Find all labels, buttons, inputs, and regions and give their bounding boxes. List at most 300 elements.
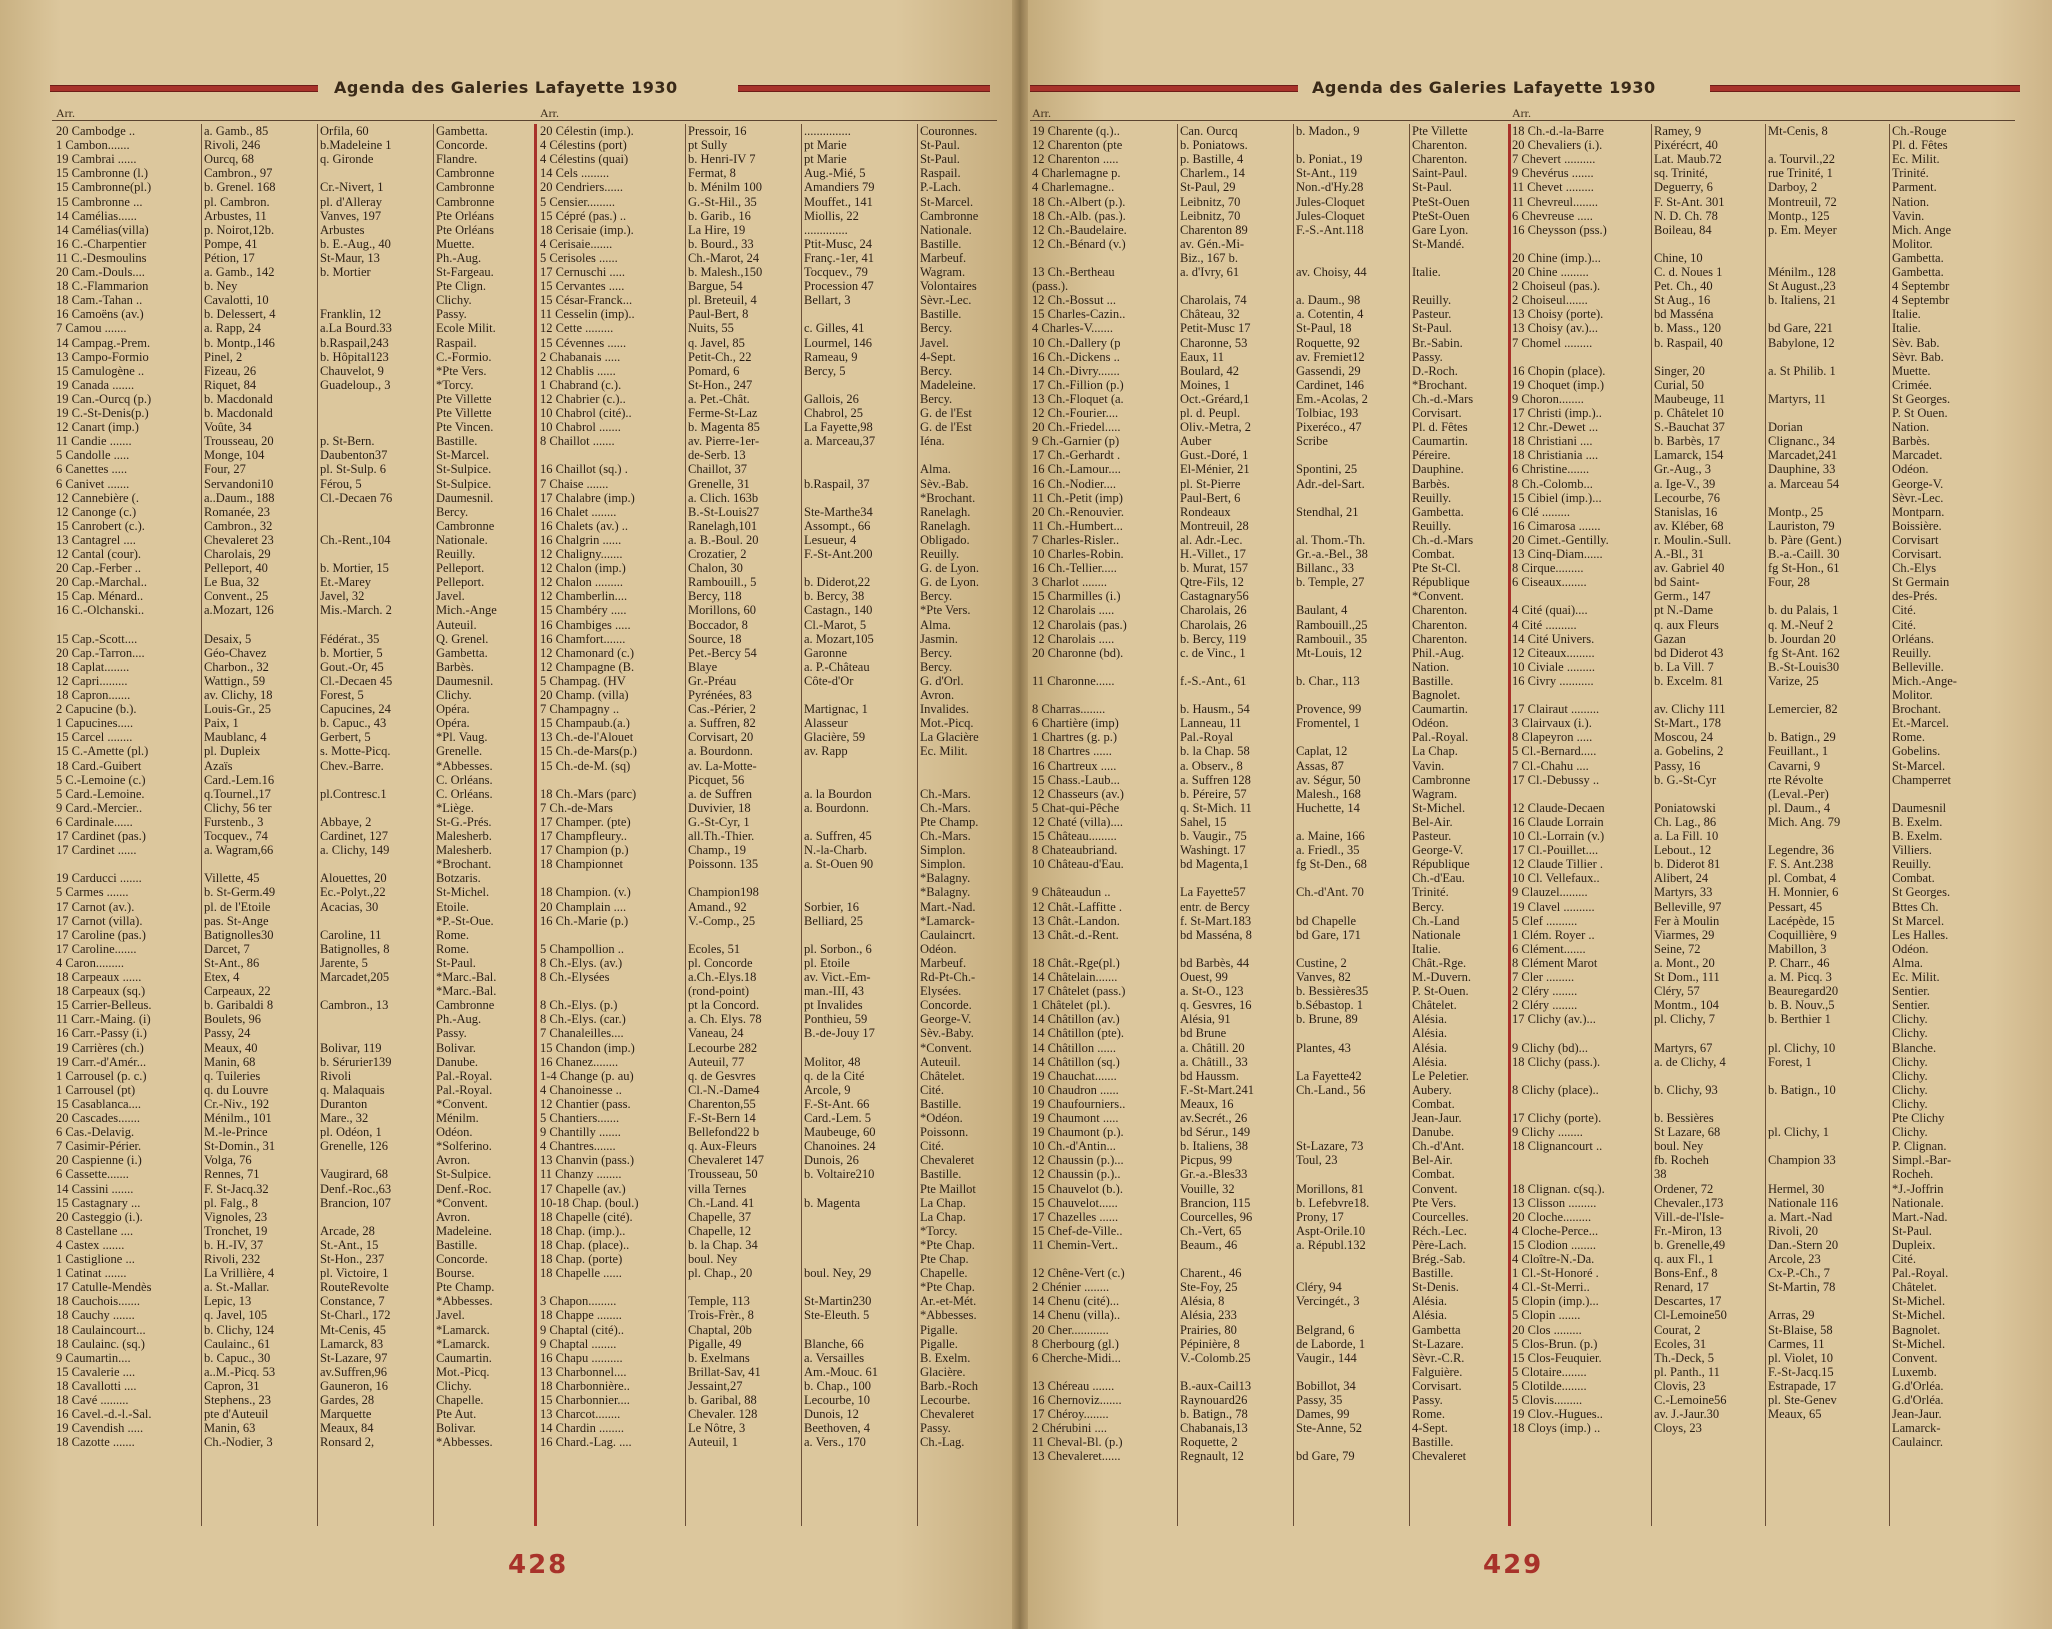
metro-station-cell: St-Sulpice. <box>436 1167 492 1182</box>
street-start-cell: b. Henri-IV 7 <box>688 152 756 167</box>
street-start-cell: Arbustes, 11 <box>204 208 267 223</box>
metro-station-cell: Clichy. <box>1892 1096 1928 1111</box>
street-start-cell: b. Vaugir., 75 <box>1180 829 1247 843</box>
street-end-cell: av. Vict.-Em- <box>804 970 871 984</box>
street-end-cell <box>804 491 916 505</box>
street-start-cell: Charenton 89 <box>1180 222 1248 237</box>
street-name-cell: 18 Clignancourt .. <box>1512 1139 1603 1154</box>
column-divider <box>685 124 686 1526</box>
street-end-cell: Lemercier, 82 <box>1768 702 1838 717</box>
street-start-cell: Grenelle, 31 <box>688 476 750 491</box>
street-end-cell: Martignac, 1 <box>804 702 868 717</box>
metro-station-cell: Alésia. <box>1412 1308 1448 1323</box>
street-name-cell: 18 Cloys (imp.) .. <box>1512 1421 1601 1436</box>
metro-station-cell: Péreire. <box>1412 448 1451 463</box>
street-end-cell: Gerbert, 5 <box>320 730 371 745</box>
header-rule-left <box>50 85 318 92</box>
street-end-cell <box>320 166 432 180</box>
street-name-cell: 12 Ch.-Fourier.... <box>1032 406 1119 420</box>
street-start-cell: bd Barbès, 44 <box>1180 955 1250 970</box>
street-start-cell: r. Moulin.-Sull. <box>1654 532 1732 547</box>
metro-station-cell: Nationale. <box>1892 1195 1944 1210</box>
street-start-cell: q. Tuileries <box>204 1068 261 1083</box>
metro-station-cell: P.-Lach. <box>920 180 961 195</box>
street-end-cell: Dunois, 26 <box>804 1153 859 1168</box>
street-name-cell: 8 Ch.-Elys. (av.) <box>540 955 623 970</box>
street-name-cell: 14 Châtelain....... <box>1032 970 1118 984</box>
street-name-cell: 9 Ch.-Garnier (p) <box>1032 434 1120 449</box>
street-end-cell <box>1768 350 1888 364</box>
street-end-cell <box>1296 279 1408 293</box>
metro-station-cell: St-Paul. <box>1412 321 1452 336</box>
street-end-cell <box>320 801 432 815</box>
street-name-cell: 18 Capron....... <box>56 688 131 702</box>
street-name-cell: 15 Cambronne ... <box>56 194 143 209</box>
street-start-cell: q.Tournel.,17 <box>204 786 271 801</box>
metro-station-cell: G.d'Orléa. <box>1892 1393 1944 1407</box>
street-start-cell: Charolais, 26 <box>1180 603 1247 618</box>
metro-station-cell: Gambetta. <box>1892 250 1944 265</box>
street-start-cell: F.-St-Bern 14 <box>688 1111 756 1125</box>
street-name-cell: 16 Ch.-Dickens .. <box>1032 349 1120 364</box>
street-start-cell: pte d'Auteuil <box>204 1407 269 1422</box>
street-start-cell: fb. Rocheh <box>1654 1153 1709 1168</box>
metro-station-cell: Villiers. <box>1892 843 1932 858</box>
street-end-cell: p. St-Bern. <box>320 434 375 449</box>
street-start-cell: Rivoli, 232 <box>204 1252 261 1266</box>
metro-station-cell: Elysées. <box>920 984 962 999</box>
metro-station-cell: Cambronne <box>1412 772 1471 787</box>
street-name-cell: 10 Chaudron ...... <box>1032 1082 1119 1097</box>
street-end-cell: b. Madon., 9 <box>1296 124 1360 138</box>
street-name-cell: 6 Christine....... <box>1512 462 1590 477</box>
street-name-cell: 15 Carcel ........ <box>56 730 133 745</box>
street-end-cell: Lourmel, 146 <box>804 335 873 350</box>
metro-station-cell: Nation. <box>1892 194 1930 209</box>
street-end-cell: a. Daum., 98 <box>1296 293 1361 308</box>
street-start-cell: a. Wagram,66 <box>204 843 274 858</box>
street-start-cell: Gr.-Préau <box>688 673 737 688</box>
street-start-cell: a. Châtill., 33 <box>1180 1054 1248 1069</box>
metro-station-cell: Reuilly. <box>1892 857 1932 872</box>
street-end-cell: b. Pàre (Gent.) <box>1768 532 1842 547</box>
street-name-cell: 5 Candolle ..... <box>56 448 130 463</box>
street-start-cell: Chaillot, 37 <box>688 462 748 477</box>
street-start-cell: pl. Clichy, 7 <box>1654 1012 1715 1027</box>
metro-station-cell: Orléans. <box>1892 631 1934 646</box>
street-start-cell: Courcelles, 96 <box>1180 1209 1253 1224</box>
street-name-cell: 12 Charolais ..... <box>1032 631 1115 646</box>
metro-station-cell: *Odéon. <box>920 1111 963 1125</box>
street-end-cell: Procession 47 <box>804 279 874 294</box>
street-end-cell: .............. <box>804 222 848 237</box>
metro-station-cell: Bercy. <box>920 363 953 378</box>
street-name-cell: 11 Chanzy ........ <box>540 1167 622 1182</box>
street-name-cell: 12 Charolais (pas.) <box>1032 617 1127 632</box>
street-end-cell: a. Mozart,105 <box>804 631 874 646</box>
street-end-cell: Ste-Anne, 52 <box>1296 1421 1362 1436</box>
metro-station-cell: Concorde. <box>436 138 488 153</box>
street-end-cell <box>1768 1069 1888 1083</box>
street-name-cell: 16 Chartreux ..... <box>1032 758 1117 773</box>
street-start-cell: de-Serb. 13 <box>688 448 746 463</box>
metro-station-cell: Invalides. <box>920 702 969 717</box>
street-name-cell: 20 Cap.-Ferber .. <box>56 561 142 576</box>
metro-station-cell: Wagram. <box>1412 786 1458 801</box>
street-name-cell: 18 Ch.-d.-la-Barre <box>1512 124 1604 138</box>
metro-station-cell: Odéon. <box>1892 462 1929 477</box>
street-name-cell: 20 Casteggio (i.). <box>56 1209 143 1224</box>
street-end-cell: av. Ségur, 50 <box>1296 772 1361 787</box>
street-name-cell: 12 Cannebière (. <box>56 490 139 505</box>
metro-station-cell: Clichy. <box>1892 1068 1928 1083</box>
street-start-cell <box>1654 1097 1764 1111</box>
street-end-cell <box>320 1012 432 1026</box>
metro-station-cell: *Solferino. <box>436 1139 492 1154</box>
metro-station-cell: Ar.-et-Mét. <box>920 1294 977 1309</box>
block-divider-red <box>1508 124 1511 1526</box>
metro-station-cell: B. Exelm. <box>1892 814 1943 829</box>
street-name-cell: 15 Charmilles (i.) <box>1032 589 1121 604</box>
street-end-cell: pl. d'Alleray <box>320 194 382 209</box>
metro-station-cell: Reuilly. <box>1412 490 1452 505</box>
street-end-cell: Roquette, 92 <box>1296 335 1360 350</box>
street-end-cell: pl.Contresc.1 <box>320 786 387 801</box>
metro-station-cell: Ch.-Land <box>1412 913 1460 928</box>
street-start-cell: Temple, 113 <box>688 1294 750 1309</box>
street-name-cell: 19 Carducci ....... <box>56 871 142 886</box>
street-start-cell: Fizeau, 26 <box>204 363 257 378</box>
street-start-cell: pl. d. Peupl. <box>1180 406 1241 420</box>
metro-station-cell: Rome. <box>1892 730 1925 745</box>
street-name-cell: 13 Chât.-Landon. <box>1032 913 1120 928</box>
street-end-cell <box>804 1182 916 1196</box>
metro-station-cell: *P.-St-Oue. <box>436 913 494 928</box>
street-name-cell: 20 Ch.-Friedel..... <box>1032 420 1121 435</box>
metro-station-cell: Bttes Ch. <box>1892 899 1939 914</box>
street-end-cell: Champion 33 <box>1768 1153 1836 1168</box>
street-start-cell: b. Garibal, 88 <box>688 1393 757 1407</box>
street-name-cell: 7 Cl.-Chahu .... <box>1512 758 1589 773</box>
street-end-cell <box>320 1210 432 1224</box>
street-name-cell: 18 Christiani .... <box>1512 434 1593 449</box>
metro-station-cell: Corvisart. <box>1412 1378 1462 1393</box>
street-end-cell: Coquillière, 9 <box>1768 927 1837 942</box>
street-end-cell: Tocquev., 79 <box>804 265 868 279</box>
street-name-cell: 13 Charbonnel.... <box>540 1364 627 1379</box>
street-end-cell: fg St-Hon., 61 <box>1768 561 1840 576</box>
street-name-cell: 19 Charente (q.).. <box>1032 124 1120 138</box>
street-name-cell: 16 Chambiges ..... <box>540 617 631 632</box>
street-name-cell <box>1512 1069 1650 1083</box>
street-end-cell: b. Italiens, 21 <box>1768 293 1837 308</box>
metro-station-cell: Clichy. <box>1892 1125 1928 1140</box>
street-end-cell <box>1768 688 1888 702</box>
metro-station-cell: St Georges. <box>1892 885 1951 900</box>
street-start-cell: Stephens., 23 <box>204 1393 272 1407</box>
street-start-cell: b. Malesh.,150 <box>688 265 763 279</box>
street-start-cell: b. Exelmans <box>688 1350 750 1365</box>
metro-station-cell: Bercy. <box>920 589 953 604</box>
street-start-cell: Singer, 20 <box>1654 363 1705 378</box>
metro-station-cell: Ecole Milit. <box>436 321 496 336</box>
metro-station-cell: Trinité. <box>1892 166 1929 181</box>
street-name-cell: 15 Ch.-de-Mars(p.) <box>540 744 637 759</box>
street-end-cell: a.La Bourd.33 <box>320 321 392 336</box>
street-end-cell <box>320 1026 432 1040</box>
street-end-cell: Dunois, 12 <box>804 1407 859 1422</box>
street-name-cell: 15 Champaub.(a.) <box>540 716 630 731</box>
street-start-cell: Charenton,55 <box>688 1096 756 1111</box>
street-name-cell: 7 Charles-Risler.. <box>1032 532 1120 547</box>
street-end-cell: Lamarck, 83 <box>320 1336 384 1351</box>
metro-station-cell: P. St Ouen. <box>1892 406 1948 420</box>
street-start-cell: f. St-Mart.183 <box>1180 913 1252 928</box>
metro-station-cell: Ch.-Mars. <box>920 829 971 843</box>
street-start-cell: av. Pierre-1er- <box>688 434 760 449</box>
street-start-cell: Le Nôtre, 3 <box>688 1421 746 1436</box>
street-end-cell <box>320 547 432 561</box>
street-start-cell: Rondeaux <box>1180 504 1231 519</box>
column-divider <box>1765 124 1766 1526</box>
metro-station-cell: Barb.-Roch <box>920 1378 978 1393</box>
street-name-cell: 18 Ch.-Mars (parc) <box>540 786 637 801</box>
street-end-cell <box>804 561 916 575</box>
metro-station-cell <box>920 759 1006 773</box>
street-start-cell: a. Gobelins, 2 <box>1654 744 1724 759</box>
metro-station-cell: Molitor. <box>1892 688 1933 702</box>
metro-station-cell: Couronnes. <box>920 124 978 138</box>
column-divider <box>1293 124 1294 1526</box>
street-end-cell: Fédérat., 35 <box>320 631 380 646</box>
street-name-cell: 17 Châtelet (pass.) <box>1032 984 1126 999</box>
street-end-cell <box>1768 1421 1888 1435</box>
street-end-cell <box>804 1224 916 1238</box>
street-end-cell: b. Brune, 89 <box>1296 1012 1358 1027</box>
metro-station-cell: Gare Lyon. <box>1412 222 1469 237</box>
street-name-cell: 18 Christiania .... <box>1512 448 1599 463</box>
street-name-cell: 8 Clapeyron ..... <box>1512 730 1593 745</box>
metro-station-cell: Pl. d. Fêtes <box>1412 420 1468 435</box>
metro-station-cell: Caumartin. <box>1412 702 1468 717</box>
street-name-cell: 18 Cauchois....... <box>56 1294 141 1309</box>
street-end-cell: b. Char., 113 <box>1296 673 1360 688</box>
metro-station-cell: Italie. <box>1412 265 1441 279</box>
street-name-cell: 5 Card.-Lemoine. <box>56 786 145 801</box>
street-name-cell: 20 Cimet.-Gentilly. <box>1512 532 1609 547</box>
street-name-cell: 15 Ch.-de-M. (sq) <box>540 758 631 773</box>
metro-station-cell: Ph.-Aug. <box>436 1012 482 1027</box>
street-end-cell: pl. Odéon, 1 <box>320 1125 382 1140</box>
street-start-cell: Manin, 63 <box>204 1421 256 1436</box>
street-end-cell: Card.-Lem. 5 <box>804 1111 871 1125</box>
street-name-cell: 17 Christi (imp.).. <box>1512 406 1602 420</box>
street-name-cell: 20 Clos ......... <box>1512 1322 1582 1337</box>
street-start-cell: Nuits, 55 <box>688 321 734 336</box>
street-start-cell: Charlem., 14 <box>1180 166 1245 181</box>
metro-station-cell: St-G.-Prés. <box>436 814 492 829</box>
street-name-cell: 2 Chénier ........ <box>1032 1280 1110 1295</box>
street-end-cell: Denf.-Roc.,63 <box>320 1181 392 1196</box>
street-start-cell: Alésia, 91 <box>1180 1012 1231 1027</box>
street-start-cell: Bercy, 118 <box>688 589 742 604</box>
metro-station-cell: Clichy. <box>1892 1082 1928 1097</box>
street-end-cell: Jules-Cloquet <box>1296 194 1365 209</box>
street-end-cell: Feuillant., 1 <box>1768 744 1829 759</box>
street-end-cell: av. Fremiet12 <box>1296 349 1365 364</box>
metro-station-cell: Reuilly. <box>436 547 476 561</box>
street-end-cell: St-Martin230 <box>804 1294 872 1309</box>
street-name-cell: 15 César-Franck... <box>540 293 633 308</box>
street-start-cell: Cas.-Périer, 2 <box>688 702 756 717</box>
street-start-cell: Biz., 167 b. <box>1180 250 1238 265</box>
street-name-cell: 11 Carr.-Maing. (i) <box>56 1012 151 1027</box>
metro-station-cell: Chapelle. <box>436 1393 484 1407</box>
street-name-cell: 17 Clichy (porte). <box>1512 1111 1602 1125</box>
street-start-cell: Source, 18 <box>688 631 742 646</box>
street-start-cell: Leibnitz, 70 <box>1180 208 1241 223</box>
metro-station-cell: Ch.-Lag. <box>920 1435 965 1450</box>
street-start-cell: a. d'Ivry, 61 <box>1180 265 1240 279</box>
street-end-cell <box>320 279 432 293</box>
street-start-cell: pl. Chap., 20 <box>688 1266 753 1281</box>
metro-station-cell: Pte Chap. <box>920 1252 969 1266</box>
street-name-cell: 5 Chat-qui-Pêche <box>1032 800 1120 815</box>
metro-station-cell: Avron. <box>436 1153 471 1168</box>
metro-station-cell: Charenton. <box>1412 617 1468 632</box>
street-start-cell: bd Saint- <box>1654 575 1700 590</box>
street-end-cell: Aug.-Mié, 5 <box>804 166 866 181</box>
street-name-cell: 12 Citeaux......... <box>1512 645 1595 660</box>
street-name-cell: 11 Chevet ......... <box>1512 180 1594 195</box>
street-name-cell: 4 Cloître-N.-Da. <box>1512 1252 1595 1266</box>
street-name-cell <box>1032 1252 1176 1266</box>
street-start-cell: Corvisart, 20 <box>688 730 754 745</box>
street-start-cell: Raynouard26 <box>1180 1393 1248 1407</box>
street-start-cell: Qtre-Fils, 12 <box>1180 575 1244 590</box>
metro-station-cell: Daumesnil <box>1892 800 1947 815</box>
street-end-cell: b. B. Nouv.,5 <box>1768 998 1835 1013</box>
metro-station-cell: B. Exelm. <box>1892 829 1943 843</box>
header-rule-left-2 <box>1030 85 1298 92</box>
street-name-cell: 12 Chaussin (p.).. <box>1032 1167 1121 1182</box>
street-name-cell <box>1032 660 1176 674</box>
metro-station-cell: Alésia. <box>1412 1026 1448 1041</box>
metro-station-cell: Odéon. <box>436 1125 473 1140</box>
metro-station-cell: La Chap. <box>920 1209 966 1224</box>
metro-station-cell: Pal.-Royal. <box>436 1068 493 1083</box>
metro-station-cell: C.-Formio. <box>436 349 492 364</box>
street-name-cell: 14 Châtillon (pte). <box>1032 1026 1124 1041</box>
street-name-cell <box>56 618 200 632</box>
metro-station-cell: Daumesnil. <box>436 673 494 688</box>
metro-station-cell: Auteuil. <box>436 617 477 632</box>
street-end-cell <box>1296 1097 1408 1111</box>
street-name-cell: 12 Chêne-Vert (c.) <box>1032 1266 1125 1281</box>
street-end-cell <box>1768 1026 1888 1040</box>
street-start-cell: Poniatowski <box>1654 800 1716 815</box>
street-name-cell: 14 Châtillon (av.) <box>1032 1012 1120 1027</box>
street-start-cell: Morillons, 60 <box>688 603 757 618</box>
street-end-cell: Bellart, 3 <box>804 293 851 308</box>
street-start-cell: Vaneau, 24 <box>688 1026 744 1041</box>
street-name-cell: 5 Chantiers....... <box>540 1111 620 1125</box>
street-start-cell: Ch.-Marot, 24 <box>688 250 760 265</box>
street-end-cell: boul. Ney, 29 <box>804 1266 872 1281</box>
metro-station-cell: D.-Roch. <box>1412 363 1458 378</box>
metro-station-cell: G. d'Orl. <box>920 673 964 688</box>
street-name-cell: 16 Cheysson (pss.) <box>1512 222 1607 237</box>
metro-station-cell: Glacière. <box>920 1364 966 1379</box>
street-start-cell: Chapelle, 12 <box>688 1223 752 1238</box>
metro-station-cell: République <box>1412 857 1470 872</box>
street-name-cell: 11 Cheval-Bl. (p.) <box>1032 1435 1123 1450</box>
metro-station-cell: Nationale. <box>436 532 488 547</box>
street-name-cell: 18 Cam.-Tahan .. <box>56 293 143 308</box>
street-end-cell <box>804 307 916 321</box>
street-name-cell: 19 Can.-Ourcq (p.) <box>56 391 152 406</box>
metro-station-cell: Barbès. <box>1892 434 1930 449</box>
street-name-cell: 18 Chapelle (cité). <box>540 1209 633 1224</box>
street-start-cell: St Dom., 111 <box>1654 970 1720 984</box>
street-start-cell: a. de Clichy, 4 <box>1654 1054 1726 1069</box>
street-name-cell: 6 Clément....... <box>1512 941 1586 956</box>
metro-station-cell: Pte Aut. <box>436 1407 477 1422</box>
street-name-cell: 20 Cam.-Douls.... <box>56 265 145 279</box>
street-end-cell: b. Batign., 29 <box>1768 730 1836 745</box>
street-name-cell: 18 Cauchy ....... <box>56 1308 135 1323</box>
street-name-cell: 5 Champollion .. <box>540 941 625 956</box>
street-name-cell: 10 Cl.-Lorrain (v.) <box>1512 829 1605 843</box>
street-start-cell: Le Bua, 32 <box>204 575 260 590</box>
street-name-cell: 4 Charles-V....... <box>1032 321 1114 336</box>
metro-station-cell: Ec. Milit. <box>920 744 968 759</box>
street-end-cell: Duranton <box>320 1096 368 1111</box>
metro-station-cell: *Torcy. <box>920 1223 958 1238</box>
street-start-cell: Martyrs, 33 <box>1654 885 1713 900</box>
street-start-cell: b. Diderot 81 <box>1654 857 1721 872</box>
metro-station-cell: Chevaleret <box>920 1407 975 1422</box>
metro-station-cell: Bastille. <box>920 1167 962 1182</box>
metro-station-cell <box>1892 787 2008 801</box>
street-end-cell <box>804 928 916 942</box>
street-end-cell: pt Marie <box>804 138 847 153</box>
street-end-cell: pl. Ste-Genev <box>1768 1393 1837 1407</box>
metro-station-cell: Pte St-Cl. <box>1412 561 1461 576</box>
street-start-cell: Jessaint,27 <box>688 1378 743 1393</box>
metro-station-cell: Courcelles. <box>1412 1209 1469 1224</box>
street-start-cell: St Lazare, 68 <box>1654 1125 1721 1140</box>
metro-station-cell: Pte Clichy <box>1892 1111 1945 1125</box>
street-name-cell: 18 Ch.-Alb. (pas.). <box>1032 208 1126 223</box>
street-name-cell: 20 Chine ......... <box>1512 265 1589 279</box>
metro-station-cell: Denf.-Roc. <box>436 1181 492 1196</box>
street-name-cell: 15 Chandon (imp.) <box>540 1040 635 1055</box>
metro-station-cell: George-V. <box>1412 843 1464 858</box>
street-end-cell <box>1296 1026 1408 1040</box>
street-start-cell: Furstenb., 3 <box>204 814 264 829</box>
metro-station-cell: St Germain <box>1892 575 1950 590</box>
street-name-cell <box>1032 1365 1176 1379</box>
street-name-cell: 10 Charles-Robin. <box>1032 547 1124 561</box>
street-name-cell: 18 Chappe ........ <box>540 1308 622 1323</box>
metro-station-cell: Jean-Jaur. <box>1412 1111 1462 1125</box>
metro-station-cell: *Lamarck. <box>436 1322 490 1337</box>
metro-station-cell: Gambetta. <box>1412 504 1464 519</box>
street-name-cell: 15 Charbonnier.... <box>540 1393 630 1407</box>
street-end-cell: Montreuil, 72 <box>1768 194 1837 209</box>
header-underline-left <box>52 120 997 121</box>
